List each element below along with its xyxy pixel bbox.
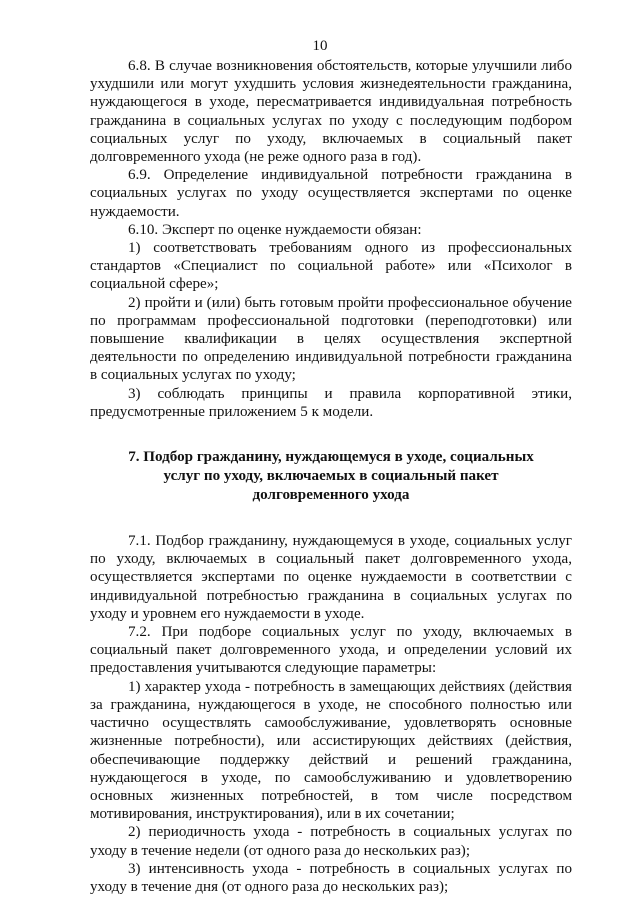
- list-item: 2) периодичность ухода - потребность в социальных услугах по уходу в течение недели (от одного раза до нескольких раз);: [90, 824, 572, 859]
- list-item: 1) соответствовать требованиям одного из профессиональных стандартов «Специалист по социальной работе» или «Психолог в социальной сфере»;: [90, 240, 572, 293]
- section-heading: [90, 448, 572, 505]
- paragraph-6-8: 6.8. В случае возникновения обстоятельств, которые улучшили либо ухудшили или могут ухудшить условия жизнедеятельности гражданина, нуждающегося в уходе, пересматривается индивидуальная потребность гражданина в социальных услугах по уходу с последующим подбором социальных услуг по уходу, включаемых в социальный пакет долговременного ухода (не реже одного раза в год).: [90, 58, 572, 166]
- list-item: 1) характер ухода - потребность в замещающих действиях (действия за гражданина, нуждающегося в уходе, не способного полностью или частично осуществлять самообслуживание, удовлетворять основные жизненные потребности), или ассистирующих действиях (действия, обеспечивающие поддержку действий и решений гражданина, нуждающегося в уходе, по самообслуживанию и удовлетворению основных жизненных потребностей, в том числе посредством мотивирования, инструктирования), или в их сочетании;: [90, 678, 572, 823]
- heading-line: 7. Подбор гражданину, нуждающемуся в уходе, социальных: [128, 449, 534, 466]
- paragraph-6-9: 6.9. Определение индивидуальной потребности гражданина в социальных услугах по уходу осуществляется экспертами по оценке нуждаемости.: [90, 167, 572, 220]
- document-body: [90, 57, 572, 896]
- paragraph-7-1: 7.1. Подбор гражданину, нуждающемуся в уходе, социальных услуг по уходу, включаемых в социальный пакет долговременного ухода, осуществляется экспертами по оценке нуждаемости в соответствии с индивидуальной потребностью гражданина в социальных услугах по уходу и уровнем его нуждаемости в уходе.: [90, 533, 572, 622]
- list-item: 2) пройти и (или) быть готовым пройти профессиональное обучение по программам профессиональной подготовки (переподготовки) или повышение квалификации в целях осуществления экспертной деятельности по определению индивидуальной потребности гражданина в социальных услугах по уходу;: [90, 294, 572, 384]
- list-item: 3) соблюдать принципы и правила корпоративной этики, предусмотренные приложением 5 к модели.: [90, 385, 572, 420]
- paragraph-7-2: 7.2. При подборе социальных услуг по уходу, включаемых в социальный пакет долговременного ухода, и определении условий их предоставления учитываются следующие параметры:: [90, 624, 572, 677]
- heading-line: долговременного ухода: [252, 487, 410, 504]
- page-number: 10: [312, 38, 328, 54]
- paragraph-6-10: 6.10. Эксперт по оценке нуждаемости обязан:: [128, 221, 422, 238]
- heading-line: услуг по уходу, включаемых в социальный пакет: [163, 468, 499, 485]
- list-item: 3) интенсивность ухода - потребность в социальных услугах по уходу в течение дня (от одного раза до нескольких раз);: [90, 860, 572, 895]
